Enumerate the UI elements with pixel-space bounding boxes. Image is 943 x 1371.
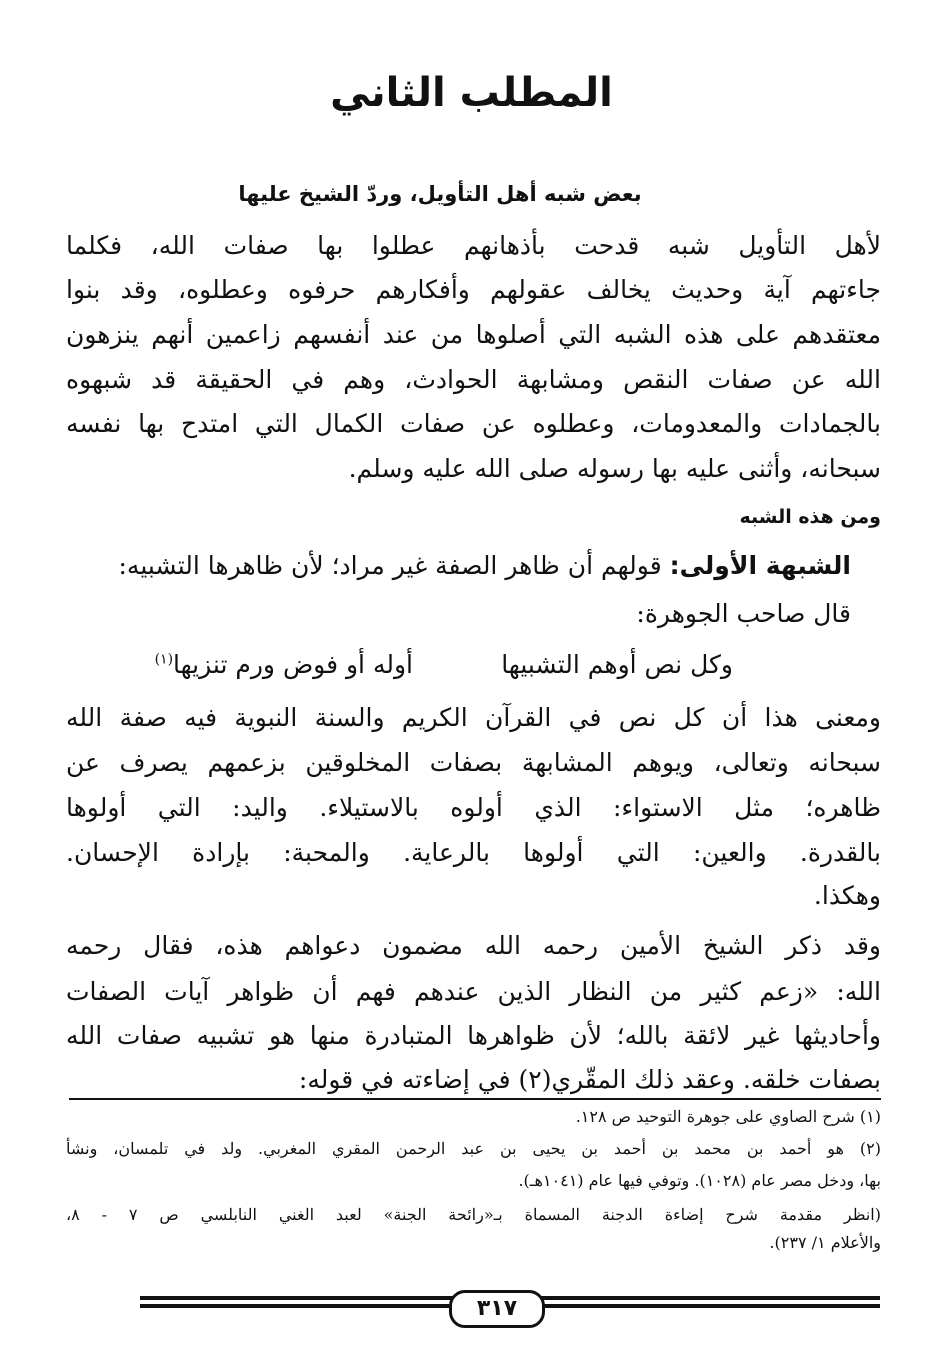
verse-second-hemistich xyxy=(155,650,413,679)
paragraph-line: معتقدهم على هذه الشبه التي أصلوها من عند أنفسهم زاعمين أنهم ينزهون xyxy=(66,320,881,349)
footnote-line: (٢) هو أحمد بن محمد بن أحمد بن يحيى بن عبد الرحمن المقري المغربي. ولد في تلمسان، ونشأ xyxy=(66,1139,881,1158)
shubha-line xyxy=(66,548,851,584)
subsection-heading: ومن هذه الشبه xyxy=(739,506,881,528)
paragraph-line: الله عن صفات النقص ومشابهة الحوادث، وهم في الحقيقة قد شبهوه xyxy=(66,365,881,394)
paragraph-line: ومعنى هذا أن كل نص في القرآن الكريم والسنة النبوية فيه صفة الله xyxy=(66,703,881,732)
page-number: ٣١٧ xyxy=(449,1290,545,1328)
shubha-text: قولهم أن ظاهر الصفة غير مراد؛ لأن ظاهرها التشبيه: xyxy=(118,551,670,580)
footnote-line: (١) شرح الصاوي على جوهرة التوحيد ص ١٢٨. xyxy=(575,1107,881,1126)
paragraph-line: جاءتهم آية وحديث يخالف عقولهم وأفكارهم حرفوه وعطلوه، وقد بنوا xyxy=(66,275,881,304)
paragraph-line: بالقدرة. والعين: التي أولوها بالرعاية. والمحبة: بإرادة الإحسان. xyxy=(66,838,881,867)
paragraph-line: سبحانه وتعالى، ويوهم المشابهة بصفات المخلوقين بزعمهم يصرف عن xyxy=(66,748,881,777)
jawhara-intro: قال صاحب الجوهرة: xyxy=(636,599,851,628)
footnote-marker: (١) xyxy=(154,651,174,668)
paragraph-line: بصفات خلقه. وعقد ذلك المقّري(٢) في إضاءته في قوله: xyxy=(298,1065,881,1094)
paragraph-line: ظاهره؛ مثل الاستواء: الذي أولوه بالاستيلاء. واليد: التي أولوها xyxy=(66,793,881,822)
paragraph-line: سبحانه، وأثنى عليه بها رسوله صلى الله عليه وسلم. xyxy=(348,454,881,483)
paragraph-line: لأهل التأويل شبه قدحت بأذهانهم عطلوا بها صفات الله، فكلما xyxy=(66,231,881,260)
footnote-line: والأعلام ١/ ٢٣٧). xyxy=(769,1233,881,1252)
paragraph-line: وهكذا. xyxy=(813,881,881,910)
paragraph-line: وقد ذكر الشيخ الأمين رحمه الله مضمون دعواهم هذه، فقال رحمه xyxy=(66,931,881,960)
shubha-label: الشبهة الأولى: xyxy=(669,551,851,580)
section-title: المطلب الثاني xyxy=(330,70,613,116)
paragraph-line: الله: «زعم كثير من النظار الذين عندهم فهم أن ظواهر آيات الصفات xyxy=(66,977,881,1006)
section-subtitle: بعض شبه أهل التأويل، وردّ الشيخ عليها xyxy=(238,182,642,206)
paragraph-line: وأحاديثها غير لائقة بالله؛ لأن ظواهرها المتبادرة منها هو تشبيه صفات الله xyxy=(66,1021,881,1050)
verse-first-hemistich: وكل نص أوهم التشبيها xyxy=(501,650,733,679)
verse-second-text: أوله أو فوض ورم تنزيها xyxy=(173,650,413,679)
paragraph-line: بالجمادات والمعدومات، وعطلوه عن صفات الكمال التي امتدح بها نفسه xyxy=(66,409,881,438)
footnote-separator xyxy=(69,1098,881,1100)
footnote-line: (انظر مقدمة شرح إضاءة الدجنة المسماة بـ«رائحة الجنة» لعبد الغني النابلسي ص ٧ - ٨، xyxy=(66,1205,881,1224)
footnote-line: بها، ودخل مصر عام (١٠٢٨). وتوفي فيها عام (١٠٤١هـ). xyxy=(518,1171,881,1190)
